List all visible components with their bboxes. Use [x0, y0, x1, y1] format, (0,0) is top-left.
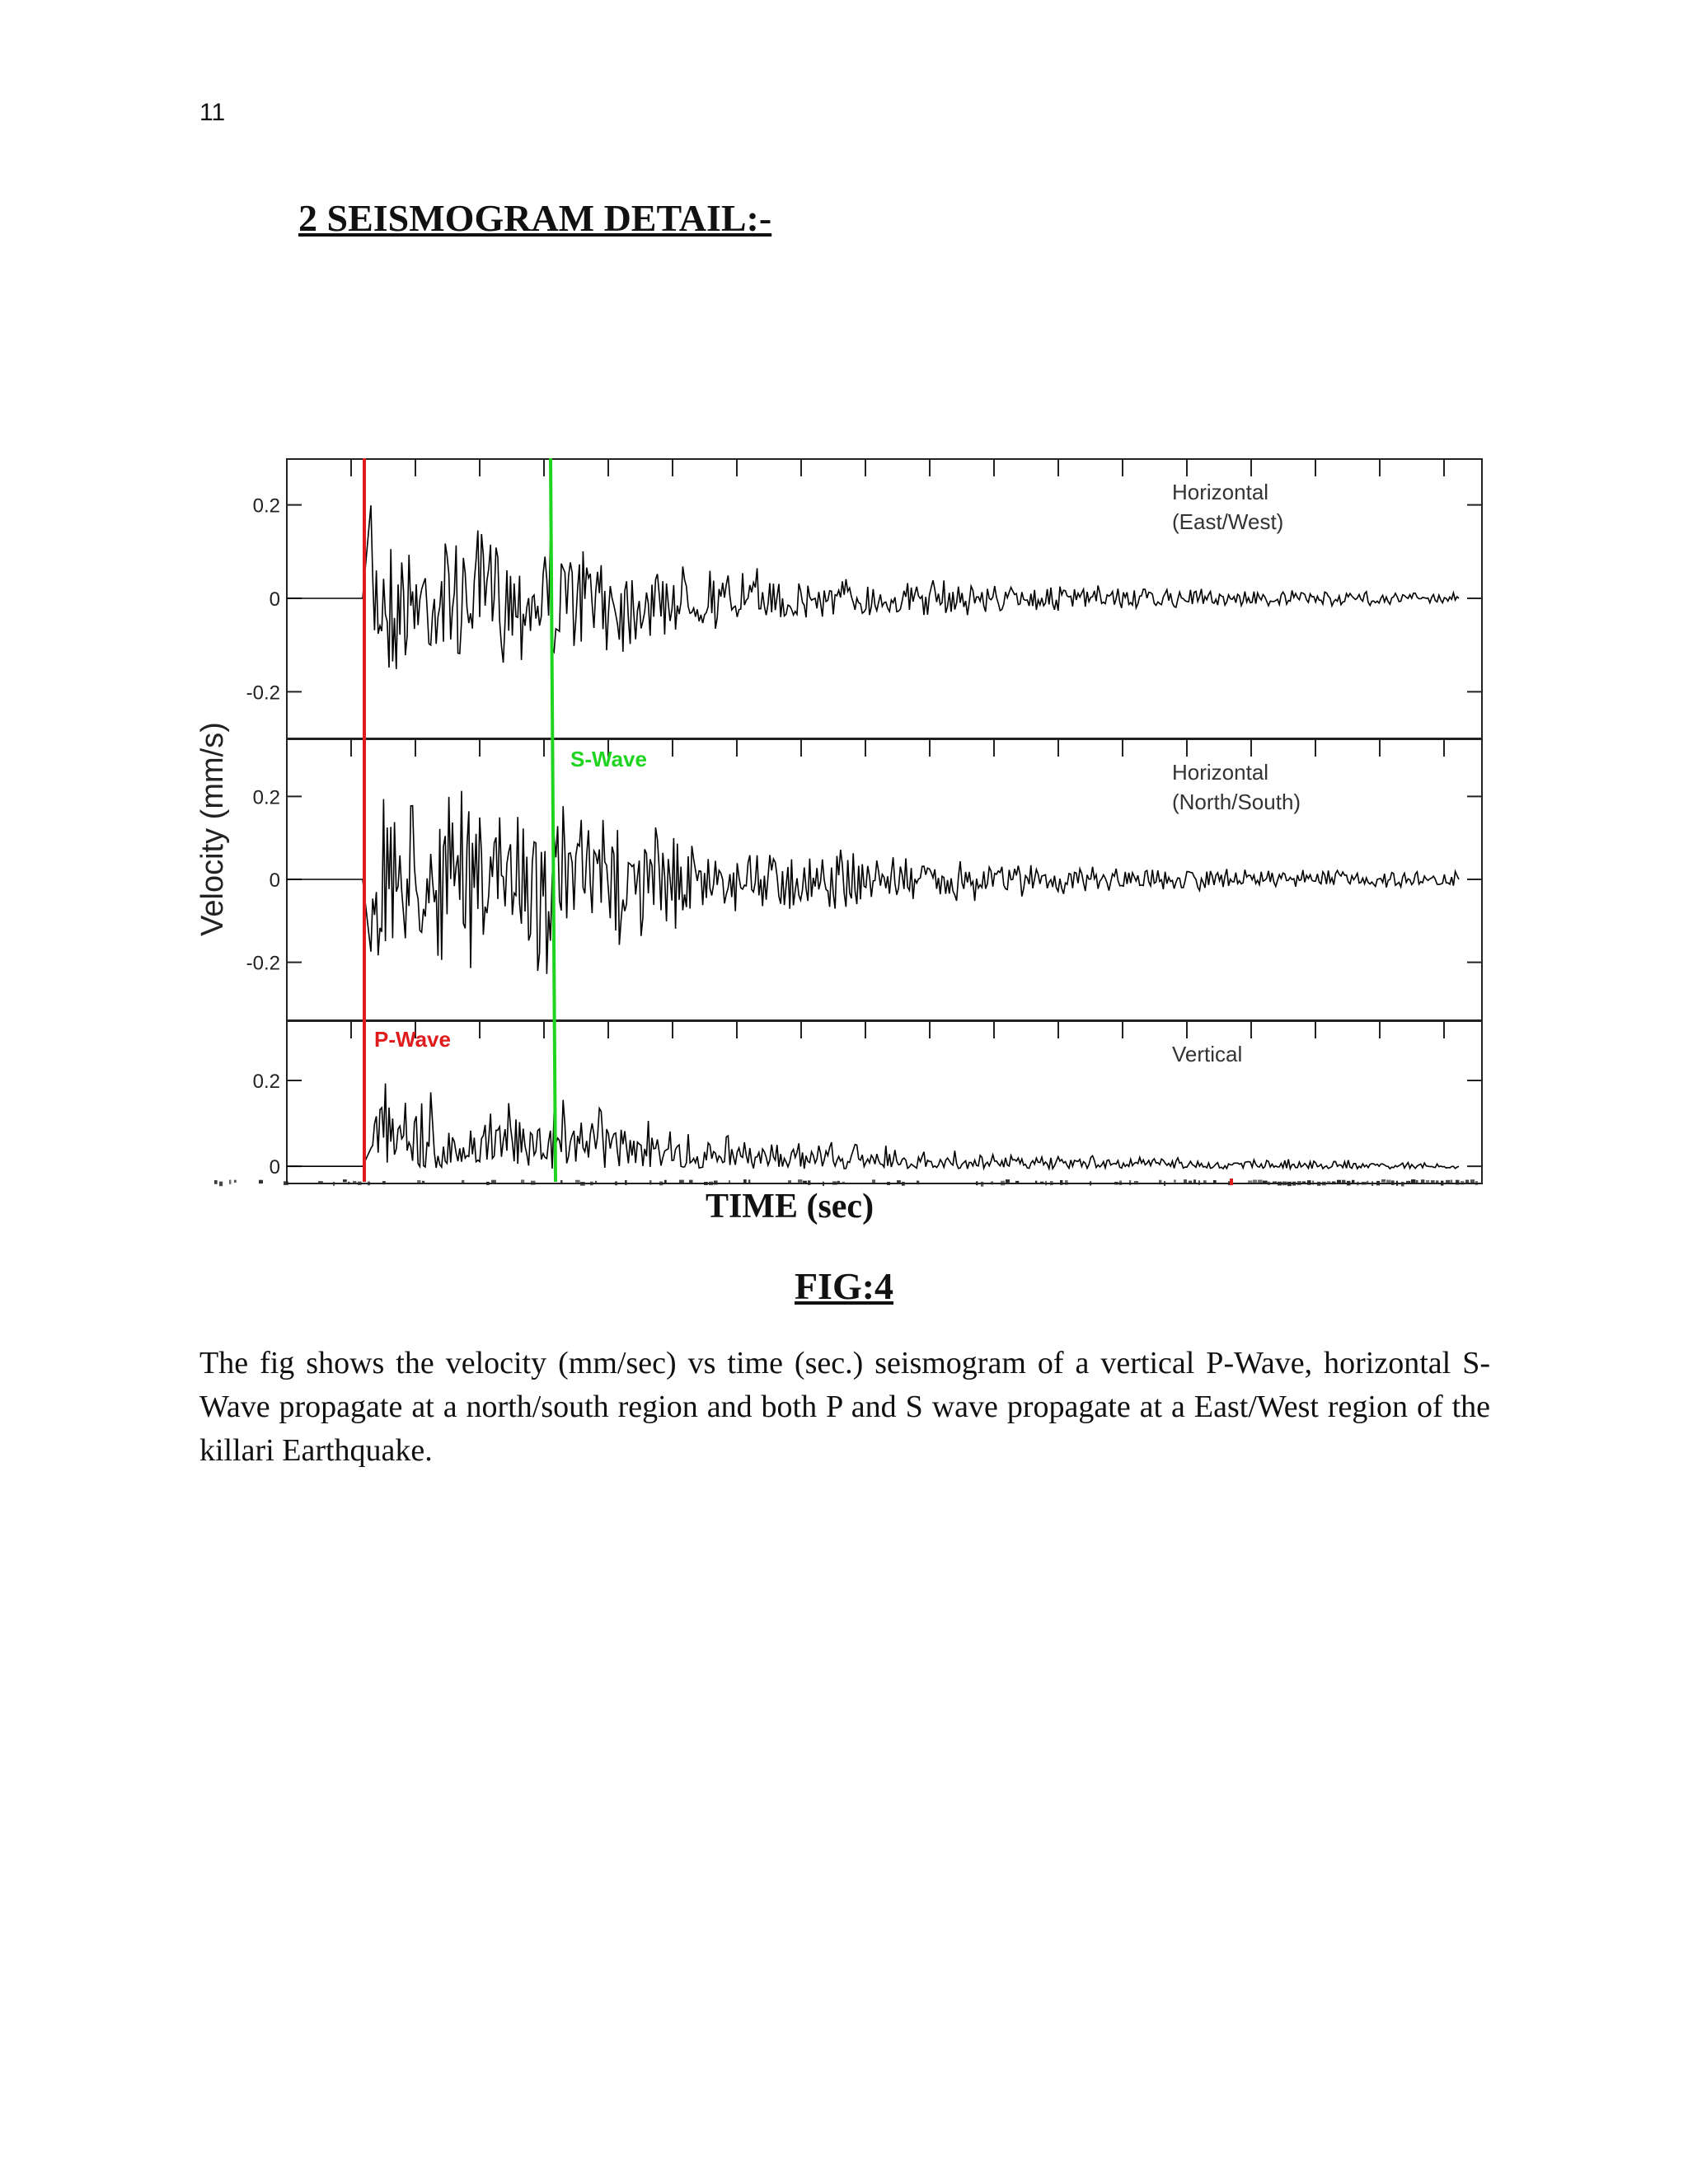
panel-1	[246, 459, 1482, 738]
panel-label: Horizontal	[1172, 760, 1269, 785]
y-tick-label: -0.2	[246, 682, 280, 705]
seismogram-chart	[190, 458, 1484, 1188]
panel-label: Vertical	[1172, 1042, 1243, 1066]
y-tick-label: 0.2	[252, 1070, 280, 1093]
page-number: 11	[199, 99, 226, 126]
figure-description: The fig shows the velocity (mm/sec) vs time (sec.) seismogram of a vertical P-Wave, horizontal S-Wave propagate at a north/south region and both P and S wave propagate at a East/West region of the killari Earthquake.	[199, 1346, 1490, 1468]
panel-label: (North/South)	[1172, 790, 1301, 814]
panel-label: Horizontal	[1172, 480, 1269, 504]
panel-2	[246, 739, 1482, 1020]
y-tick-label: 0.2	[252, 786, 280, 809]
y-tick-label: -0.2	[246, 952, 280, 975]
waveform-trace	[287, 1084, 1459, 1169]
p-wave-label: P-Wave	[374, 1027, 451, 1052]
seismogram-figure	[190, 458, 1484, 1188]
section-heading: 2 SEISMOGRAM DETAIL:-	[298, 197, 772, 239]
s-wave-label: S-Wave	[570, 747, 647, 771]
y-axis-label: Velocity (mm/s)	[195, 722, 230, 936]
bottom-scan-noise	[214, 1179, 1478, 1187]
y-tick-label: 0	[269, 588, 280, 611]
y-tick-label: 0	[269, 869, 280, 892]
y-tick-label: 0.2	[252, 494, 280, 518]
panel-label: (East/West)	[1172, 509, 1284, 534]
y-tick-label: 0	[269, 1156, 280, 1179]
time-axis-label: TIME (sec)	[705, 1188, 874, 1226]
figure-caption: FIG:4	[794, 1265, 894, 1307]
s-wave-marker-line	[551, 458, 556, 1182]
waveform-trace	[287, 791, 1459, 974]
